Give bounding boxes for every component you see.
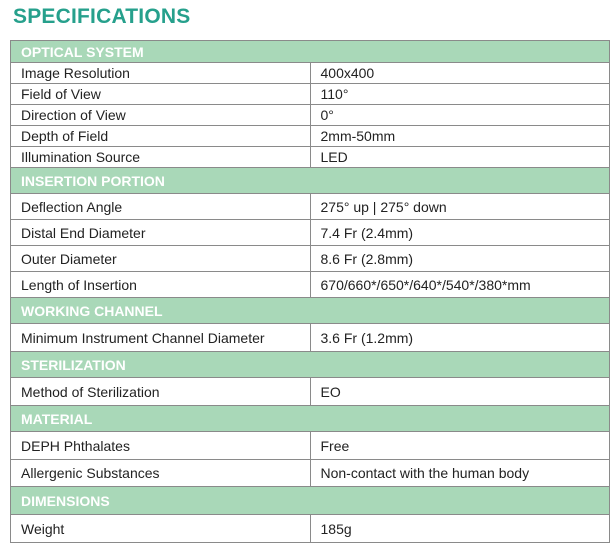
table-row [11,220,610,246]
spec-value: 110° [310,84,610,105]
spec-label: Field of View [11,84,311,105]
table-row [11,194,610,220]
section-header-material [11,406,610,432]
section-header-insertion-portion [11,168,610,194]
section-heading: MATERIAL [11,406,610,432]
section-header-working-channel [11,298,610,324]
table-row [11,105,610,126]
table-row [11,63,610,84]
section-heading: INSERTION PORTION [11,168,610,194]
spec-value: LED [310,147,610,168]
spec-label: Length of Insertion [11,272,311,298]
spec-value: 670/660*/650*/640*/540*/380*mm [310,272,610,298]
spec-label: DEPH Phthalates [11,432,311,460]
table-row [11,378,610,406]
spec-label: Image Resolution [11,63,311,84]
table-row [11,246,610,272]
spec-value: Free [310,432,610,460]
spec-value: 8.6 Fr (2.8mm) [310,246,610,272]
spec-value: Non-contact with the human body [310,460,610,487]
spec-label: Minimum Instrument Channel Diameter [11,324,311,352]
table-row [11,324,610,352]
table-row [11,84,610,105]
section-heading: STERILIZATION [11,352,610,378]
spec-label: Distal End Diameter [11,220,311,246]
spec-label: Weight [11,515,311,543]
spec-value: 275° up | 275° down [310,194,610,220]
spec-value: 2mm-50mm [310,126,610,147]
section-header-sterilization [11,352,610,378]
table-row [11,432,610,460]
spec-label: Direction of View [11,105,311,126]
spec-label: Allergenic Substances [11,460,311,487]
spec-value: EO [310,378,610,406]
spec-value: 400x400 [310,63,610,84]
spec-label: Outer Diameter [11,246,311,272]
spec-label: Deflection Angle [11,194,311,220]
spec-label: Illumination Source [11,147,311,168]
spec-label: Depth of Field [11,126,311,147]
table-row [11,460,610,487]
section-heading: WORKING CHANNEL [11,298,610,324]
specifications-table [10,40,610,543]
spec-value: 3.6 Fr (1.2mm) [310,324,610,352]
section-header-optical-system [11,41,610,63]
spec-value: 185g [310,515,610,543]
section-heading: DIMENSIONS [11,487,610,515]
table-row [11,272,610,298]
section-header-dimensions [11,487,610,515]
table-row [11,515,610,543]
page-title: SPECIFICATIONS [13,5,191,28]
spec-label: Method of Sterilization [11,378,311,406]
table-row [11,126,610,147]
spec-value: 0° [310,105,610,126]
section-heading: OPTICAL SYSTEM [11,41,610,63]
spec-value: 7.4 Fr (2.4mm) [310,220,610,246]
table-row [11,147,610,168]
